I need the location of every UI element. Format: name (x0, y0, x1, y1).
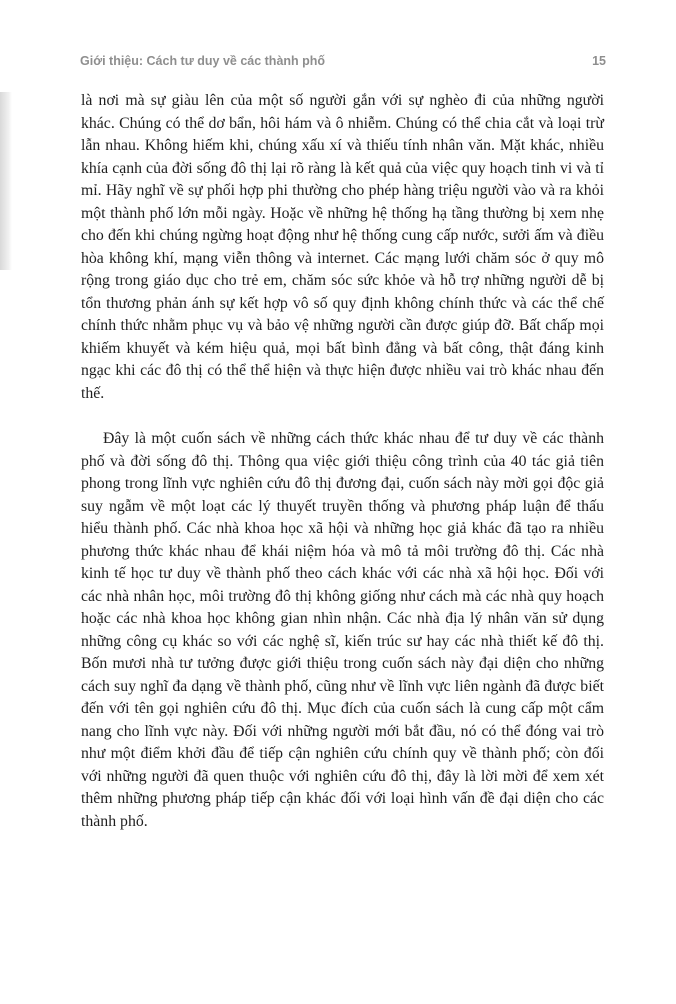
page-number: 15 (592, 54, 606, 68)
paragraph: là nơi mà sự giàu lên của một số người gắn với sự nghèo đi của những người khác. Chúng có thể dơ bẩn, hôi hám và ô nhiễm. Chúng có thể chia cắt và loại trừ lẫn nhau. Không hiếm khi, chúng xấu xí và thiếu tính nhân văn. Mặt khác, nhiều khía cạnh của đời sống đô thị lại rõ ràng là kết quả của việc quy hoạch tinh vi và tỉ mỉ. Hãy nghĩ về sự phối hợp phi thường cho phép hàng triệu người vào và ra khỏi một thành phố lớn mỗi ngày. Hoặc về những hệ thống hạ tầng thường bị xem nhẹ cho đến khi chúng ngừng hoạt động như hệ thống cung cấp nước, sưởi ấm và điều hòa không khí, mạng viễn thông và internet. Các mạng lưới chăm sóc ở quy mô rộng trong giáo dục cho trẻ em, chăm sóc sức khỏe và hỗ trợ những người dễ bị tổn thương phản ánh sự kết hợp vô số quy định không chính thức và các thể chế chính thức nhằm phục vụ và bảo vệ những người cần được giúp đỡ. Bất chấp mọi khiếm khuyết và kém hiệu quả, mọi bất bình đẳng và bất công, thật đáng kinh ngạc khi các đô thị có thể thể hiện và thực hiện được nhiều vai trò khác nhau đến thế. (81, 92, 604, 402)
paragraph: Đây là một cuốn sách về những cách thức khác nhau để tư duy về các thành phố và đời sống đô thị. Thông qua việc giới thiệu công trình của 40 tác giả tiên phong trong lĩnh vực nghiên cứu đô thị đương đại, cuốn sách này mời gọi độc giả suy ngẫm về một loạt các lý thuyết truyền thống và phương pháp luận để thấu hiểu thành phố. Các nhà khoa học xã hội và những học giả khác đã tạo ra nhiều phương thức khác nhau để khái niệm hóa và mô tả môi trường đô thị. Các nhà kinh tế học tư duy về thành phố theo cách khác với các nhà xã hội học. Đối với các nhà nhân học, môi trường đô thị không giống như cách mà các nhà quy hoạch hoặc các nhà khoa học không gian nhìn nhận. Các nhà địa lý nhân văn sử dụng những công cụ khác so với các nghệ sĩ, kiến trúc sư hay các nhà thiết kế đô thị. Bốn mươi nhà tư tưởng được giới thiệu trong cuốn sách này đại diện cho những cách suy nghĩ đa dạng về thành phố, cũng như về lĩnh vực liên ngành đã được biết đến với tên gọi nghiên cứu đô thị. Mục đích của cuốn sách là cung cấp một cẩm nang cho lĩnh vực này. Đối với những người mới bắt đầu, nó có thể đóng vai trò như một điểm khởi đầu để tiếp cận nghiên cứu chính quy về thành phố; còn đối với những người đã quen thuộc với nghiên cứu đô thị, đây là lời mời để xem xét thêm những phương pháp tiếp cận khác đối với loại hình vấn đề đại diện cho các thành phố. (81, 430, 604, 830)
running-header (80, 54, 606, 74)
chapter-title: Giới thiệu: Cách tư duy về các thành phố (80, 54, 326, 68)
body-text (81, 90, 604, 833)
facing-page-edge (0, 92, 12, 270)
